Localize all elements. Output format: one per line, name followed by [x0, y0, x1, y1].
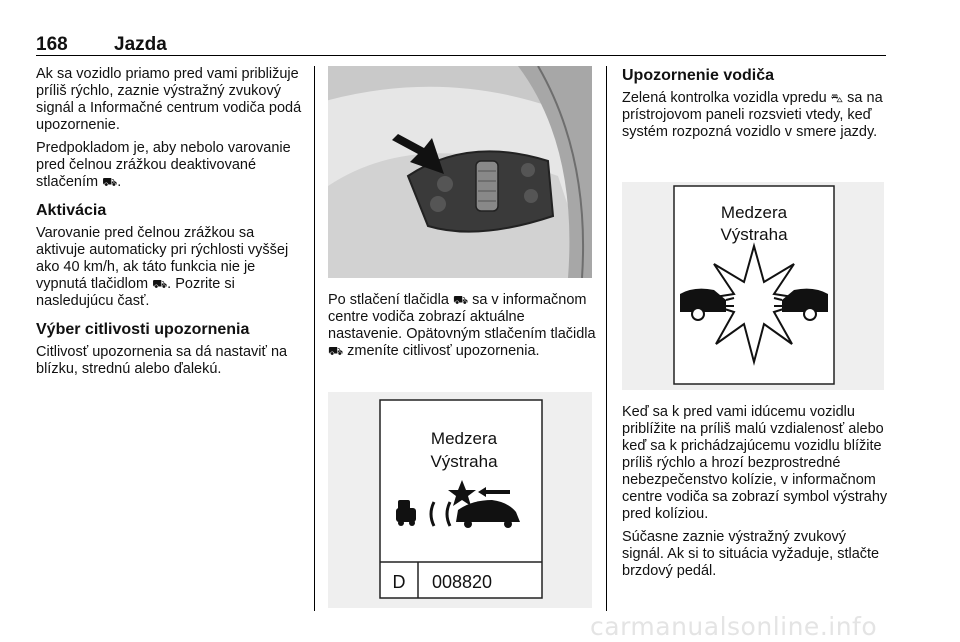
gap-display-illustration [328, 392, 592, 608]
car-gap-icon: ⛟ [102, 175, 118, 189]
collision-warning-illustration [622, 182, 884, 390]
chapter-title: Jazda [114, 34, 167, 55]
page-number: 168 [36, 34, 68, 55]
display-code-letter: D [392, 572, 406, 592]
display-line-2: Výstraha [720, 225, 788, 244]
brake-paragraph: Súčasne zaznie výstražný zvukový signál. Ak si to situácia vyžaduje, stlačte brzdový pedál. [622, 529, 880, 579]
display-line-2: Výstraha [430, 452, 498, 471]
display-code: 008820 [431, 572, 493, 592]
prerequisite-paragraph: Predpokladom je, aby nebolo varovanie pred čelnou zrážkou deaktivované stlačením ⛟. [36, 140, 291, 190]
sensitivity-heading: Výber citlivosti upozornenia [36, 321, 250, 338]
driver-warning-paragraph: Zelená kontrolka vozidla vpredu ⛍ sa na prístrojovom paneli rozsvieti vtedy, keď systém rozpozná vozidlo v smere jazdy. [622, 90, 883, 140]
page-header [36, 34, 886, 54]
steering-wheel-illustration [328, 66, 592, 278]
column-1 [36, 66, 302, 384]
car-gap-icon: ⛟ [328, 344, 344, 358]
column-3-bottom [622, 404, 888, 586]
collision-paragraph: Keď sa k pred vami idúcemu vozidlu priblížite na príliš malú vzdialenosť alebo keď sa k prichádzajúcemu vozidlu blížite príliš rýchlo a hrozí bezprostredné nebezpečenstvo kolízie, v informačnom centre vodiča sa zobrazí symbol výstrahy pred kolíziou. [622, 404, 888, 522]
car-gap-icon: ⛟ [452, 293, 469, 307]
activation-heading: Aktivácia [36, 202, 107, 219]
intro-paragraph: Ak sa vozidlo priamo pred vami približuje príliš rýchlo, zaznie výstražný zvukový signál a Informačné centrum vodiča podá upozornenie. [36, 66, 302, 133]
button-paragraph: Po stlačení tlačidla ⛟ sa v informačnom centre vodiča zobrazí aktuálne nastavenie. Opätovným stlačením tlačidla ⛟ zmeníte citlivosť upozornenia. [328, 292, 596, 359]
display-line-1: Medzera [720, 203, 788, 222]
column-divider-2 [606, 66, 607, 611]
activation-paragraph: Varovanie pred čelnou zrážkou sa aktivuje automaticky pri rýchlosti vyššej ako 40 km/h, ak táto funkcia nie je vypnutá tlačidlom ⛟. Pozrite si nasledujúcu časť. [36, 225, 289, 309]
column-3-top [622, 66, 886, 147]
car-gap-icon: ⛟ [152, 277, 168, 291]
watermark: carmanualsonline.info [590, 612, 878, 641]
header-rule [36, 55, 886, 56]
driver-warning-heading: Upozornenie vodiča [622, 67, 775, 84]
vehicle-ahead-icon: ⛍ [830, 91, 844, 105]
column-divider-1 [314, 66, 315, 611]
display-line-1: Medzera [430, 429, 498, 448]
column-2-text [328, 292, 598, 366]
sensitivity-paragraph: Citlivosť upozornenia sa dá nastaviť na blízku, strednú alebo ďalekú. [36, 344, 288, 377]
